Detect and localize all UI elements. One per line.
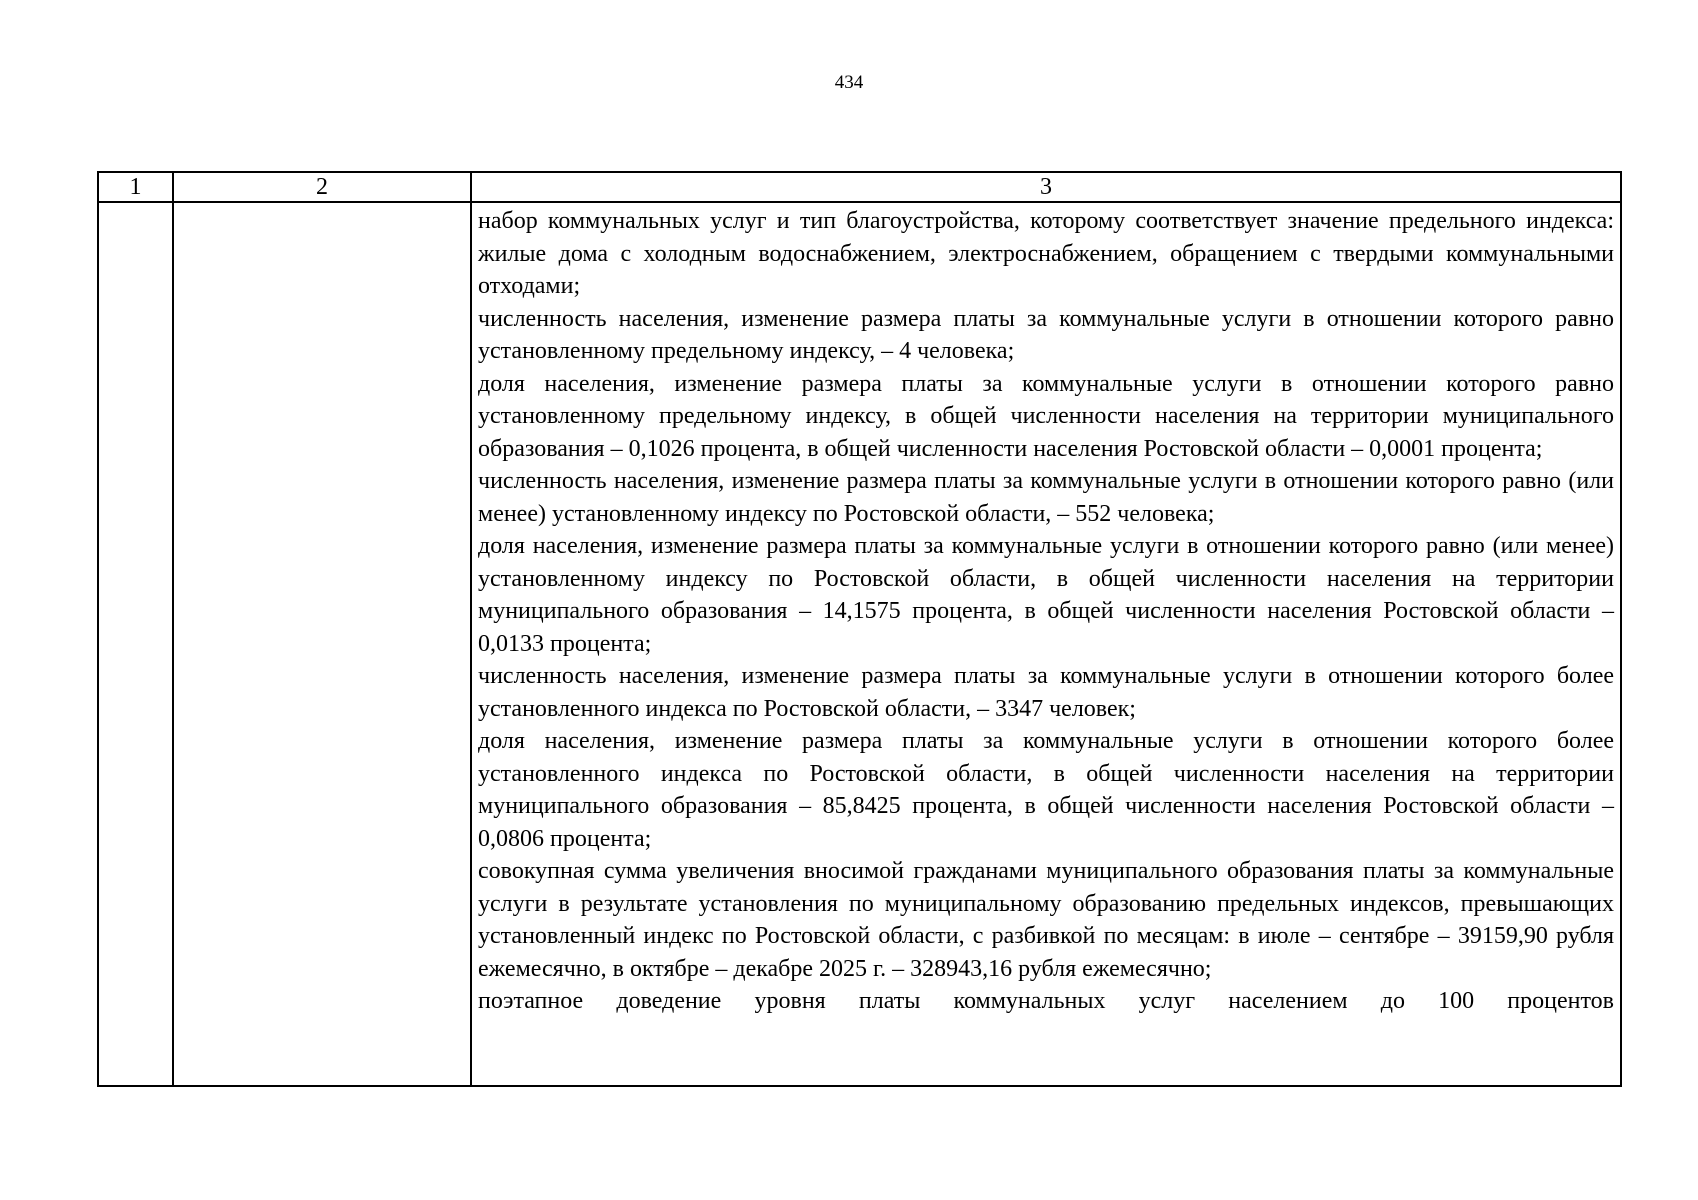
document-table bbox=[97, 171, 1622, 1087]
paragraph-phased-payment: поэтапное доведение уровня платы коммунальных услуг населением до 100 процентов bbox=[478, 988, 1614, 1014]
cell-col2 bbox=[173, 202, 471, 1086]
cell-col3-text bbox=[472, 203, 1620, 1085]
column-header-1: 1 bbox=[98, 172, 173, 202]
paragraph-population-less: численность населения, изменение размера платы за коммунальные услуги в отношении которого равно (или менее) установленному индексу по Ростовской области, – 552 человека; bbox=[478, 468, 1614, 527]
paragraph-share-more: доля населения, изменение размера платы за коммунальные услуги в отношении которого более установленного индекса по Ростовской области, в общей численности населения на территории муниципального образования – 85,8425 процента, в общей численности населения Ростовской области – 0,0806 процента; bbox=[478, 728, 1614, 852]
paragraph-population-more: численность населения, изменение размера платы за коммунальные услуги в отношении которого более установленного индекса по Ростовской области, – 3347 человек; bbox=[478, 663, 1614, 722]
cell-col1 bbox=[98, 202, 173, 1086]
paragraph-share-equal: доля населения, изменение размера платы за коммунальные услуги в отношении которого равно установленному предельному индексу, в общей численности населения на территории муниципального образования – 0,1026 процента, в общей численности населения Ростовской области – 0,0001 процента; bbox=[478, 370, 1614, 462]
column-header-3: 3 bbox=[471, 172, 1621, 202]
paragraph-utility-set: набор коммунальных услуг и тип благоустройства, которому соответствует значение предельного индекса: жилые дома с холодным водоснабжением, электроснабжением, обращением с твердыми коммунальными отходами; bbox=[478, 208, 1614, 299]
page-number: 434 bbox=[834, 72, 864, 93]
header-row bbox=[98, 172, 1621, 202]
paragraph-population-equal: численность населения, изменение размера платы за коммунальные услуги в отношении которого равно установленному предельному индексу, – 4 человека; bbox=[478, 305, 1614, 364]
paragraph-total-increase: совокупная сумма увеличения вносимой гражданами муниципального образования платы за коммунальные услуги в результате установления по муниципальному образованию предельных индексов, превышающих установленный индекс по Ростовской области, с разбивкой по месяцам: в июле – сентябре – 39159,90 рубля ежемесячно, в октябре – декабре 2025 г. – 328943,16 рубля ежемесячно; bbox=[478, 858, 1614, 982]
table-row bbox=[98, 202, 1621, 1086]
column-header-2: 2 bbox=[173, 172, 471, 202]
cell-col3 bbox=[471, 202, 1621, 1086]
paragraph-share-less: доля населения, изменение размера платы за коммунальные услуги в отношении которого равно (или менее) установленному индексу по Ростовской области, в общей численности населения на территории муниципального образования – 14,1575 процента, в общей численности населения Ростовской области – 0,0133 процента; bbox=[478, 533, 1614, 657]
